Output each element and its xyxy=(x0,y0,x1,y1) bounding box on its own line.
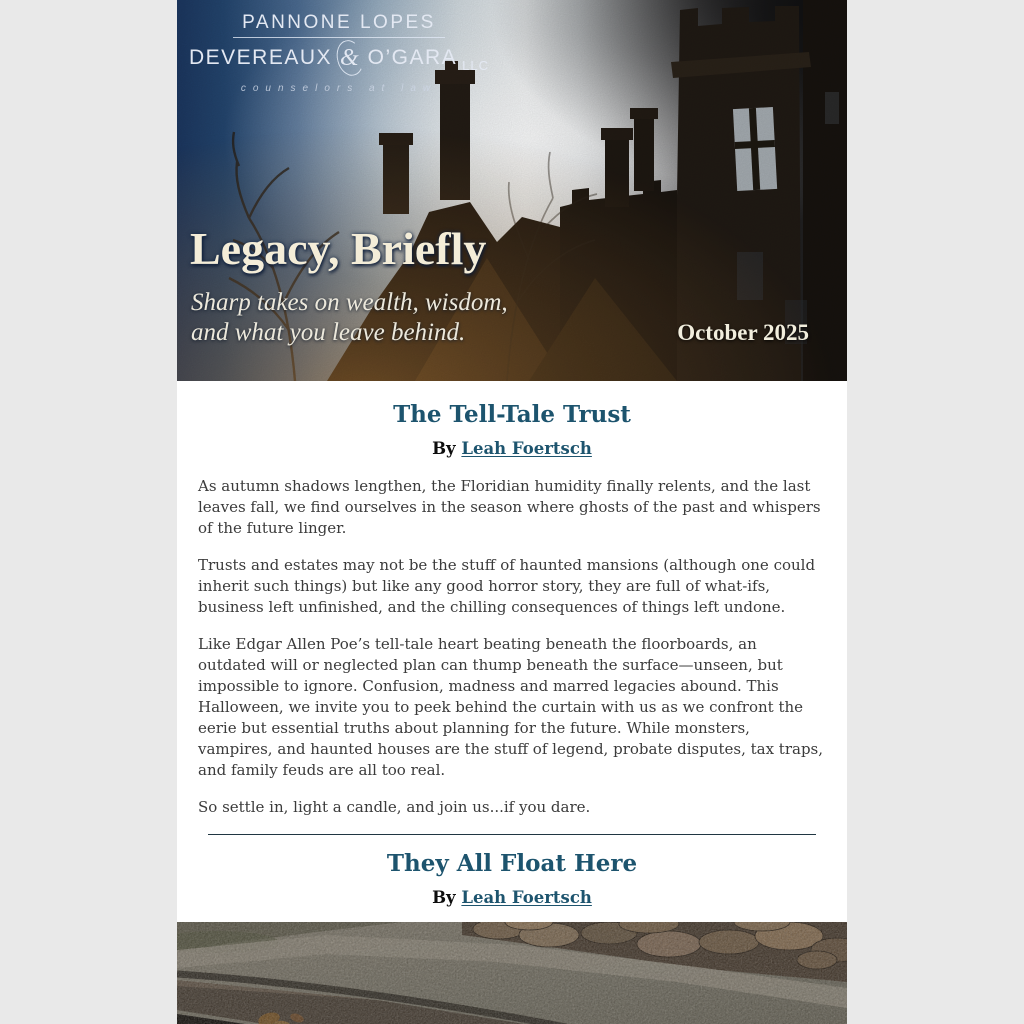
author-link[interactable]: Leah Foertsch xyxy=(461,439,592,458)
article-1-title: The Tell-Tale Trust xyxy=(393,401,631,428)
ampersand-ornament-icon: & xyxy=(333,37,367,78)
subtitle-line1: Sharp takes on wealth, wisdom, xyxy=(191,289,508,316)
byline-prefix: By xyxy=(432,439,456,458)
article-1-byline xyxy=(198,438,826,460)
article-2-title: They All Float Here xyxy=(386,850,638,877)
newsletter-subtitle xyxy=(191,288,508,348)
article-1-paragraph-2: Trusts and estates may not be the stuff of haunted mansions (although one could inherit such things) but like any good horror story, they are full of what-ifs, business left unfinished, and the chilling consequences of things left undone. xyxy=(198,556,816,616)
article-1-paragraph-1: As autumn shadows lengthen, the Floridian humidity finally relents, and the last leaves fall, we find ourselves in the season where ghosts of the past and whispers of the future linger. xyxy=(198,477,821,537)
logo-name-left: DEVEREAUX xyxy=(189,46,333,69)
article-1-paragraph-3: Like Edgar Allen Poe’s tell-tale heart beating beneath the floorboards, an outdated will or neglected plan can thump beneath the surface—unseen, but impossible to ignore. Confusion, madness and marred legacies abound. This Halloween, we invite you to peek behind the curtain with us as we confront the eerie but essential truths about planning for the future. While monsters, vampires, and haunted houses are the stuff of legend, probate disputes, tax traps, and family feuds are all too real. xyxy=(198,635,824,779)
logo-divider-rule xyxy=(233,37,445,38)
logo-firm-name-line1: PANNONE LOPES xyxy=(242,12,436,33)
logo-firm-name-line2 xyxy=(189,40,489,76)
storm-drain-illustration xyxy=(177,922,847,1024)
storm-drain-image xyxy=(177,922,847,1024)
article-1-paragraph-4: So settle in, light a candle, and join us...if you dare. xyxy=(198,798,591,816)
hero-banner-image xyxy=(177,0,847,381)
byline-prefix: By xyxy=(432,888,456,907)
logo-tagline: counselors at law xyxy=(240,83,438,94)
logo-llc-suffix: LLC xyxy=(462,58,489,73)
article-2-byline xyxy=(198,887,826,909)
logo-name-right: O’GARA xyxy=(367,46,458,69)
firm-logo xyxy=(189,12,489,94)
subtitle-line2: and what you leave behind. xyxy=(191,319,466,346)
author-link[interactable]: Leah Foertsch xyxy=(461,888,592,907)
issue-date: October 2025 xyxy=(677,320,809,345)
newsletter-container xyxy=(177,0,847,1024)
newsletter-title: Legacy, Briefly xyxy=(190,223,487,274)
newsletter-body xyxy=(177,400,847,1024)
section-divider xyxy=(208,834,816,835)
